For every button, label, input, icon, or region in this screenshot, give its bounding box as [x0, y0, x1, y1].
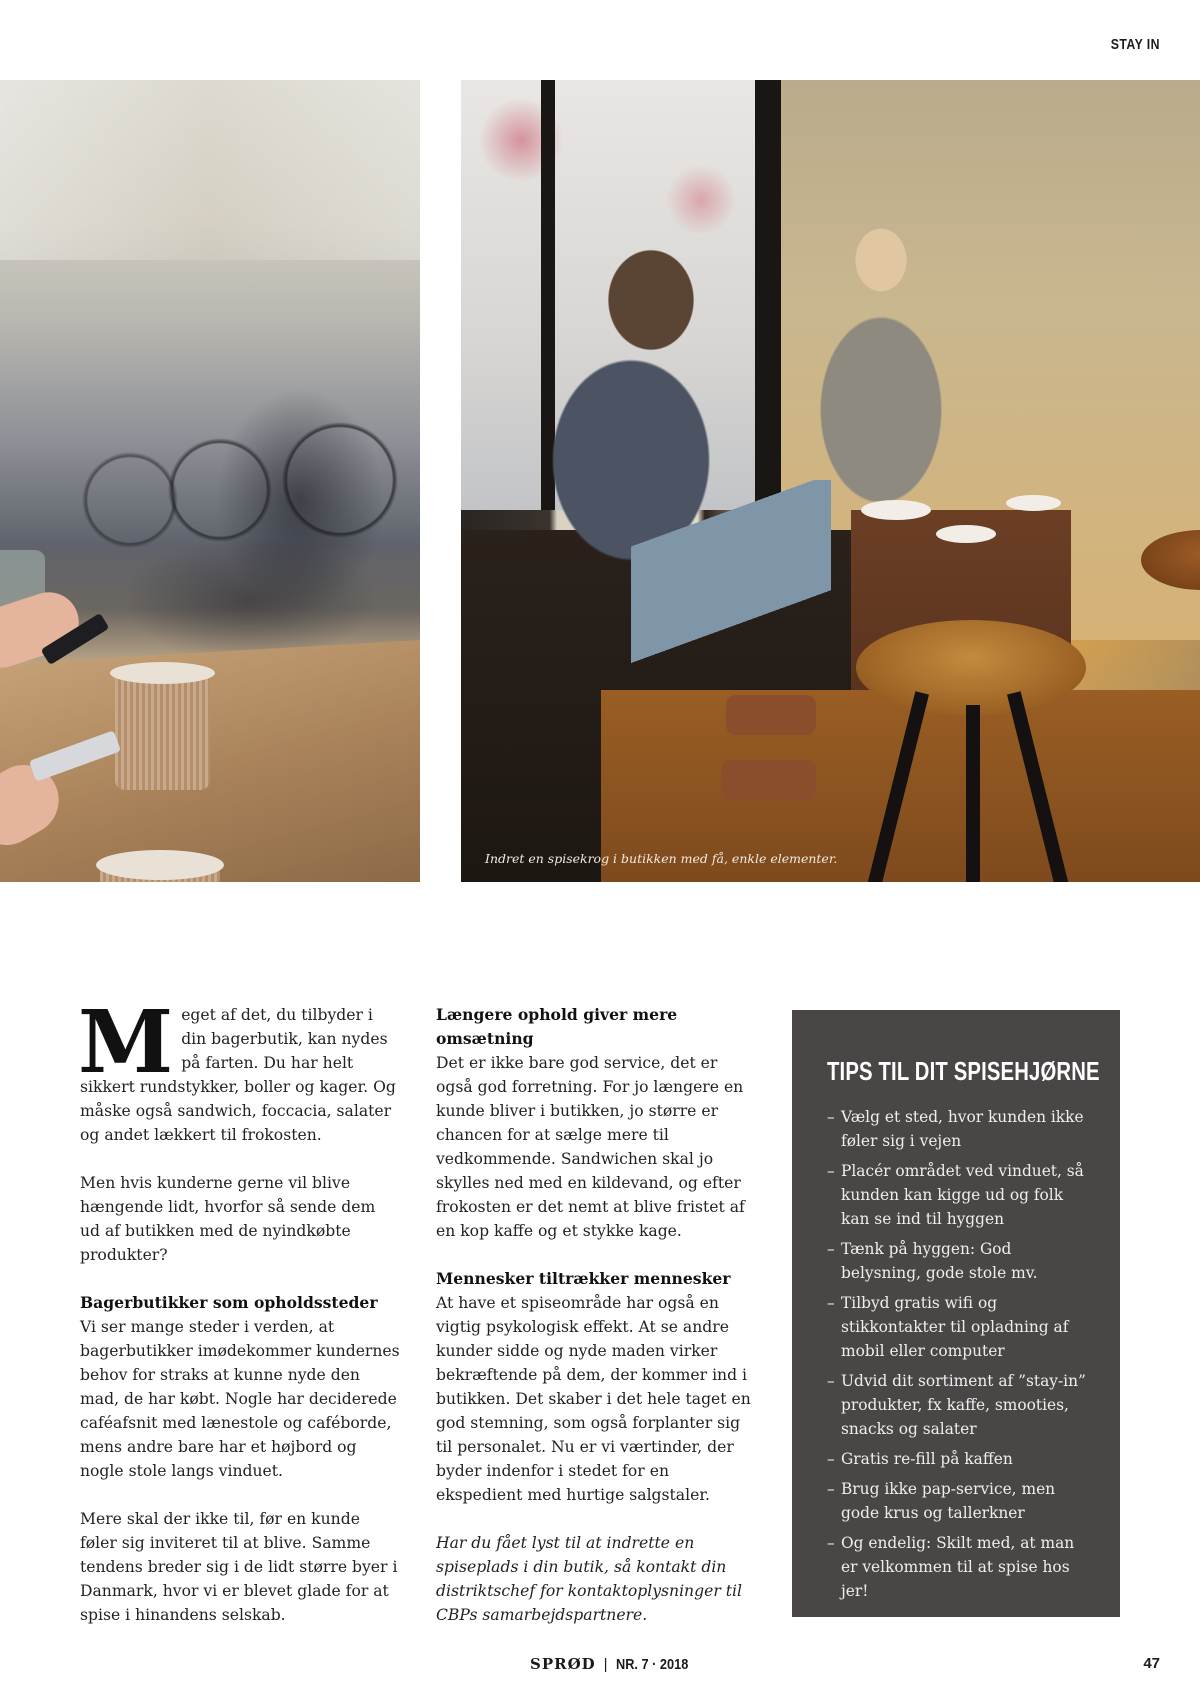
closing-note: Har du fået lyst til at indrette en spiseplads i din butik, så kontakt din distriktschef for kontaktoplysninger til CBPs samarbejdspartnere. — [436, 1534, 742, 1624]
dash-glyph: – — [827, 1240, 835, 1258]
tip-text: Tilbyd gratis wifi og stikkontakter til opladning af mobil eller computer — [841, 1294, 1069, 1360]
intro-paragraph — [78, 992, 400, 1147]
subheading: Længere ophold giver mere omsætning — [436, 1005, 678, 1048]
footer-separator: | — [603, 1655, 608, 1673]
tip-item — [827, 1237, 1092, 1285]
coffee-cup-top — [110, 662, 215, 684]
tip-text: Gratis re-fill på kaffen — [841, 1450, 1013, 1468]
subheading: Mennesker tiltrækker mennesker — [436, 1269, 731, 1288]
dash-glyph: – — [827, 1480, 835, 1498]
drop-cap: M — [78, 992, 174, 1093]
plate — [1006, 495, 1061, 511]
tip-text: Vælg et sted, hvor kunden ikke føler sig i vejen — [841, 1108, 1084, 1150]
coffee-cup-top — [96, 850, 224, 880]
shoe — [721, 760, 816, 800]
tip-item — [827, 1477, 1092, 1525]
tip-item — [827, 1105, 1092, 1153]
tip-text: Tænk på hyggen: God belysning, gode stole mv. — [841, 1240, 1038, 1282]
paragraph: Vi ser mange steder i verden, at bagerbutikker imødekommer kundernes behov for straks at kunne nyde den mad, de har købt. Nogle har deciderede caféafsnit med lænestole og caféborde, mens andre bare har et højbord og nogle stole langs vinduet. — [80, 1318, 400, 1480]
dash-glyph: – — [827, 1294, 835, 1312]
cafe-window-photo — [0, 80, 420, 882]
tip-text: Og endelig: Skilt med, at man er velkommen til at spise hos jer! — [841, 1534, 1075, 1600]
cafe-corner-photo — [461, 80, 1200, 882]
magazine-brand: SPRØD — [530, 1655, 596, 1673]
footer — [530, 1655, 701, 1673]
tip-item — [827, 1447, 1092, 1471]
dash-glyph: – — [827, 1162, 835, 1180]
paragraph: Det er ikke bare god service, det er også god forretning. For jo længere en kunde bliver i butikken, jo større er chancen for at sælge mere til vedkommende. Sandwichen skal jo skylles ned med en kildevand, og efter frokosten er det nemt at blive fristet af en kop kaffe og et stykke kage. — [436, 1054, 745, 1240]
tip-item — [827, 1531, 1092, 1603]
stool-leg — [966, 705, 980, 882]
intro-text: eget af det, du tilbyder i din bagerbutik, kan nydes på farten. Du har helt sikkert rundstykker, boller og kager. Og måske også sandwich, foccacia, salater og andet lækkert til frokosten. — [80, 1006, 396, 1144]
tip-text: Brug ikke pap-service, men gode krus og tallerkner — [841, 1480, 1056, 1522]
photo-caption: Indret en spisekrog i butikken med få, enkle elementer. — [485, 851, 838, 866]
person-eating — [791, 210, 971, 550]
tip-text: Placér området ved vinduet, så kunden kan kigge ud og folk kan se ind til hyggen — [841, 1162, 1084, 1228]
page-number: 47 — [1143, 1655, 1160, 1672]
dash-glyph: – — [827, 1450, 835, 1468]
subheading: Bagerbutikker som opholdssteder — [80, 1293, 378, 1312]
paragraph: Mere skal der ikke til, før en kunde føler sig inviteret til at blive. Samme tendens breder sig i de lidt større byer i Danmark, hvor vi er blevet glade for at spise i hinandens selskab. — [80, 1510, 398, 1624]
plate — [936, 525, 996, 543]
article-column-1 — [78, 992, 400, 1651]
tips-title: TIPS TIL DIT SPISEHJØRNE — [827, 1056, 1100, 1086]
article-column-2 — [436, 1003, 756, 1651]
tip-item — [827, 1159, 1092, 1231]
plate — [861, 500, 931, 520]
tip-item — [827, 1369, 1092, 1441]
shoe — [726, 695, 816, 735]
parked-bicycles — [40, 340, 420, 600]
paragraph: At have et spiseområde har også en vigtig psykologisk effekt. At se andre kunder sidde og nyde maden virker bekræftende på dem, der kommer ind i butikken. Det skaber i det hele taget en god stemning, som også forplanter sig til personalet. Nu er vi værtinder, der byder indenfor i stedet for en ekspedient med hurtige salgstaler. — [436, 1294, 751, 1504]
dash-glyph: – — [827, 1372, 835, 1390]
section-tag: STAY IN — [1110, 36, 1160, 53]
dash-glyph: – — [827, 1534, 835, 1552]
tip-text: Udvid dit sortiment af ”stay-in” produkter, fx kaffe, smooties, snacks og salater — [841, 1372, 1086, 1438]
dash-glyph: – — [827, 1108, 835, 1126]
coffee-cup — [115, 670, 210, 790]
window-glow — [0, 80, 420, 260]
tips-list — [827, 1105, 1092, 1603]
issue-number: NR. 7 · 2018 — [615, 1655, 688, 1673]
tip-item — [827, 1291, 1092, 1363]
wooden-stool — [856, 620, 1086, 715]
paragraph: Men hvis kunderne gerne vil blive hængende lidt, hvorfor så sende dem ud af butikken med de nyindkøbte produkter? — [80, 1174, 376, 1264]
tips-box — [792, 1010, 1120, 1617]
